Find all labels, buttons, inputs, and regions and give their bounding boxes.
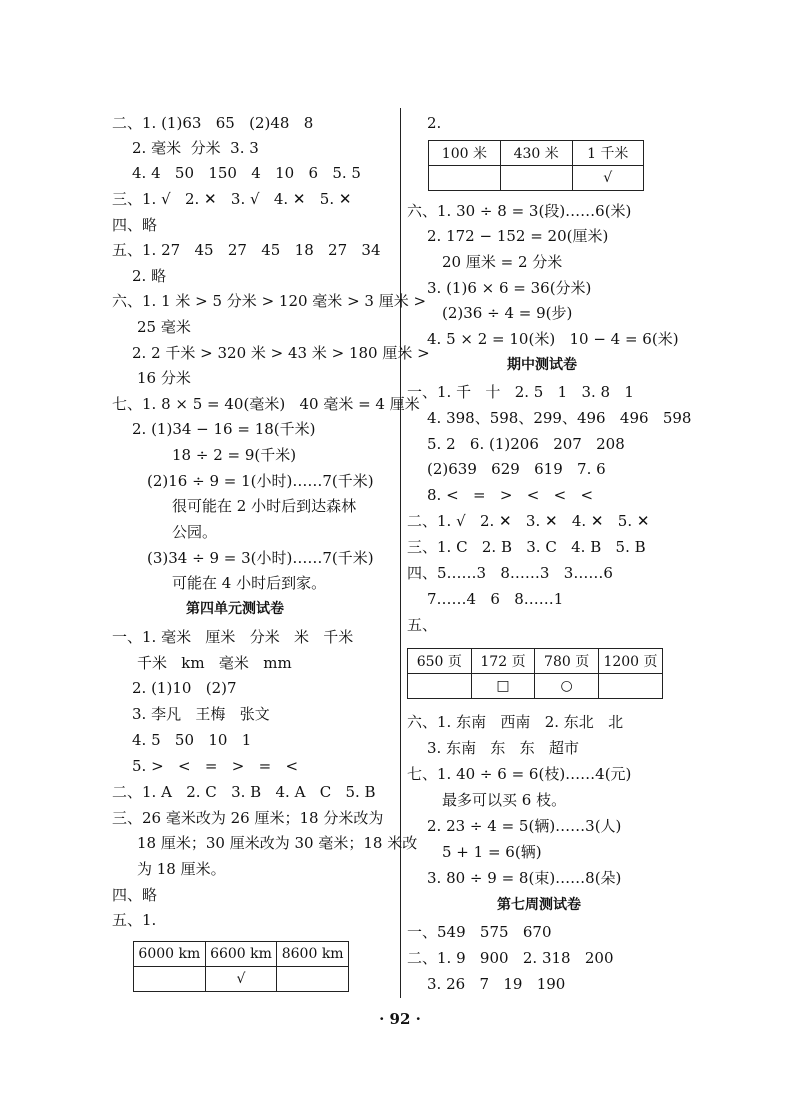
answer-line: 六、1. 30 ÷ 8 = 3(段)……6(米) xyxy=(407,202,632,220)
answer-line: 最多可以买 6 枝。 xyxy=(442,791,567,809)
answer-line: 六、1. 东南 西南 2. 东北 北 xyxy=(407,713,624,731)
answer-table-distance xyxy=(133,941,349,992)
answer-line: (2)36 ÷ 4 = 9(步) xyxy=(442,304,573,322)
answer-line: 2. 2 千米 > 320 米 > 43 米 > 180 厘米 > xyxy=(132,344,430,362)
table-mark-cell: □ xyxy=(471,674,535,699)
table-mark-cell xyxy=(500,166,572,191)
table-mark-cell xyxy=(408,674,472,699)
answer-line: 2. 毫米 分米 3. 3 xyxy=(132,139,259,157)
answer-line: 18 厘米；30 厘米改为 30 毫米；18 米改 xyxy=(137,834,418,852)
answer-line: 2. (1)34 − 16 = 18(千米) xyxy=(132,420,316,438)
table-mark-cell xyxy=(277,967,349,992)
section-heading-week7: 第七周测试卷 xyxy=(497,897,581,913)
answer-line: 3. 26 7 19 190 xyxy=(427,975,566,993)
table-mark-cell: ○ xyxy=(535,674,599,699)
answer-line: (3)34 ÷ 9 = 3(小时)……7(千米) xyxy=(147,549,374,567)
answer-line: 2. xyxy=(427,114,442,132)
answer-line: 四、略 xyxy=(112,216,158,234)
answer-line: 五、1. xyxy=(112,911,157,929)
section-heading-unit4: 第四单元测试卷 xyxy=(186,601,284,617)
answer-line: 一、1. 千 十 2. 5 1 3. 8 1 xyxy=(407,383,634,401)
page-number: · 92 · xyxy=(379,1010,421,1028)
table-mark-cell xyxy=(429,166,501,191)
table-header-cell: 650 页 xyxy=(408,649,472,674)
table-header-cell: 8600 km xyxy=(277,942,349,967)
table-mark-cell xyxy=(598,674,662,699)
answer-line: 二、1. √ 2. ✕ 3. ✕ 4. ✕ 5. ✕ xyxy=(407,512,650,530)
answer-line: 5. > < = > = < xyxy=(132,757,299,775)
answer-line: 一、549 575 670 xyxy=(407,923,552,941)
answer-line: 3. 李凡 王梅 张文 xyxy=(132,705,270,723)
table-mark-cell: √ xyxy=(572,166,643,191)
answer-line: 5 + 1 = 6(辆) xyxy=(442,843,542,861)
answer-line: 五、1. 27 45 27 45 18 27 34 xyxy=(112,241,381,259)
answer-line: 25 毫米 xyxy=(137,318,191,336)
answer-line: 一、1. 毫米 厘米 分米 米 千米 xyxy=(112,628,354,646)
table-mark-cell: √ xyxy=(205,967,277,992)
answer-line: 三、1. √ 2. ✕ 3. √ 4. ✕ 5. ✕ xyxy=(112,190,352,208)
answer-line: 2. (1)10 (2)7 xyxy=(132,679,237,697)
answer-line: 7……4 6 8……1 xyxy=(427,590,564,608)
answer-line: 四、5……3 8……3 3……6 xyxy=(407,564,613,582)
table-header-cell: 430 米 xyxy=(500,141,572,166)
answer-line: (2)639 629 619 7. 6 xyxy=(427,460,606,478)
table-header-cell: 100 米 xyxy=(429,141,501,166)
answer-table-length xyxy=(428,140,644,191)
table-header-cell: 780 页 xyxy=(535,649,599,674)
table-header-cell: 6000 km xyxy=(134,942,206,967)
answer-line: 3. 东南 东 东 超市 xyxy=(427,739,579,757)
answer-line: 三、26 毫米改为 26 厘米；18 分米改为 xyxy=(112,809,384,827)
answer-line: 4. 5 × 2 = 10(米) 10 − 4 = 6(米) xyxy=(427,330,679,348)
answer-line: 5. 2 6. (1)206 207 208 xyxy=(427,435,625,453)
answer-line: 4. 4 50 150 4 10 6 5. 5 xyxy=(132,164,361,182)
answer-line: 4. 5 50 10 1 xyxy=(132,731,252,749)
column-divider xyxy=(400,108,401,998)
answer-line: 8. < = > < < < xyxy=(427,486,594,504)
table-header-cell: 6600 km xyxy=(205,942,277,967)
table-mark-cell xyxy=(134,967,206,992)
answer-line: 二、1. 9 900 2. 318 200 xyxy=(407,949,614,967)
answer-line: 3. (1)6 × 6 = 36(分米) xyxy=(427,279,592,297)
table-header-cell: 172 页 xyxy=(471,649,535,674)
answer-line: 2. 23 ÷ 4 = 5(辆)……3(人) xyxy=(427,817,622,835)
answer-line: 2. 略 xyxy=(132,267,167,285)
answer-line: 很可能在 2 小时后到达森林 xyxy=(172,497,357,515)
answer-line: 五、 xyxy=(407,616,438,634)
answer-line: 4. 398、598、299、496 496 598 xyxy=(427,409,692,427)
answer-line: 七、1. 8 × 5 = 40(毫米) 40 毫米 = 4 厘米 xyxy=(112,395,420,413)
answer-line: 18 ÷ 2 = 9(千米) xyxy=(172,446,297,464)
table-header-cell: 1200 页 xyxy=(598,649,662,674)
answer-line: 二、1. A 2. C 3. B 4. A C 5. B xyxy=(112,783,376,801)
answer-line: (2)16 ÷ 9 = 1(小时)……7(千米) xyxy=(147,472,374,490)
table-header-cell: 1 千米 xyxy=(572,141,643,166)
answer-line: 千米 km 毫米 mm xyxy=(137,654,292,672)
section-heading-midterm: 期中测试卷 xyxy=(507,357,577,373)
answer-line: 六、1. 1 米 > 5 分米 > 120 毫米 > 3 厘米 > xyxy=(112,292,427,310)
answer-line: 四、略 xyxy=(112,886,158,904)
answer-table-pages xyxy=(407,648,663,699)
answer-line: 为 18 厘米。 xyxy=(137,860,226,878)
answer-line: 二、1. (1)63 65 (2)48 8 xyxy=(112,114,314,132)
answer-line: 20 厘米 = 2 分米 xyxy=(442,253,563,271)
answer-line: 2. 172 − 152 = 20(厘米) xyxy=(427,227,609,245)
answer-line: 公园。 xyxy=(172,523,218,541)
answer-line: 七、1. 40 ÷ 6 = 6(枝)……4(元) xyxy=(407,765,632,783)
answer-line: 三、1. C 2. B 3. C 4. B 5. B xyxy=(407,538,646,556)
answer-line: 可能在 4 小时后到家。 xyxy=(172,574,327,592)
answer-line: 16 分米 xyxy=(137,369,191,387)
answer-line: 3. 80 ÷ 9 = 8(束)……8(朵) xyxy=(427,869,622,887)
